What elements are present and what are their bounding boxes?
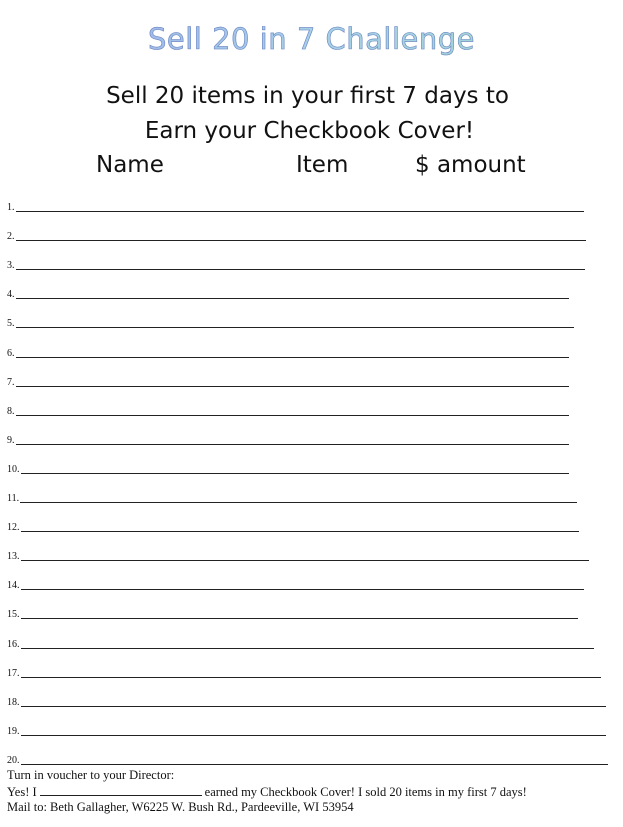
entry-line-number: 4. (7, 289, 15, 301)
entry-line-number: 6. (7, 347, 15, 359)
entry-line-rule[interactable] (16, 269, 586, 270)
entry-line[interactable] (7, 519, 579, 533)
entry-line-number: 9. (7, 434, 15, 446)
column-header-name: Name (96, 152, 164, 178)
entry-line[interactable] (7, 461, 569, 475)
entry-line-number: 13. (7, 551, 20, 563)
entry-line-rule[interactable] (16, 327, 575, 328)
entry-line[interactable] (7, 606, 578, 620)
subtitle-line-2: Earn your Checkbook Cover! (144, 118, 475, 144)
entry-line-number: 20. (7, 754, 20, 766)
entry-line-rule[interactable] (16, 211, 585, 212)
entry-line-rule[interactable] (16, 298, 570, 299)
confirmation-suffix: earned my Checkbook Cover! I sold 20 items in my first 7 days! (204, 785, 527, 799)
column-header-item: Item (296, 152, 349, 178)
entry-line-rule[interactable] (16, 357, 570, 358)
entry-line-number: 17. (7, 667, 20, 679)
entry-line[interactable] (7, 199, 584, 213)
entry-line-rule[interactable] (21, 560, 590, 561)
entry-line-rule[interactable] (16, 386, 570, 387)
entry-line-rule[interactable] (21, 677, 602, 678)
entry-line-number: 3. (7, 260, 15, 272)
entry-line-number: 5. (7, 318, 15, 330)
entry-line[interactable] (7, 403, 569, 417)
entry-line[interactable] (7, 548, 589, 562)
entry-line-number: 8. (7, 405, 15, 417)
entry-line[interactable] (7, 432, 569, 446)
footer-voucher-note: Turn in voucher to your Director: (7, 768, 175, 782)
entry-line-rule[interactable] (21, 473, 570, 474)
column-header-amount: $ amount (415, 152, 526, 178)
entry-line-rule[interactable] (21, 735, 607, 736)
entry-line[interactable] (7, 315, 574, 329)
footer-confirmation (7, 784, 527, 800)
confirmation-prefix: Yes! I (7, 785, 37, 799)
entry-line[interactable] (7, 694, 606, 708)
entry-line-number: 16. (7, 638, 20, 650)
entry-line[interactable] (7, 752, 608, 766)
entry-line-rule[interactable] (21, 531, 580, 532)
page-title: Sell 20 in 7 Challenge (0, 22, 623, 56)
entry-line-number: 12. (7, 522, 20, 534)
entry-line[interactable] (7, 577, 584, 591)
entry-line-rule[interactable] (20, 502, 577, 503)
footer-mail-to: Mail to: Beth Gallagher, W6225 W. Bush Rd., Pardeeville, WI 53954 (7, 800, 354, 814)
entry-line-rule[interactable] (21, 648, 595, 649)
subtitle-line-1: Sell 20 items in your first 7 days to (106, 83, 509, 109)
entry-line-rule[interactable] (21, 589, 585, 590)
entry-line[interactable] (7, 636, 594, 650)
entry-line-number: 14. (7, 580, 20, 592)
entry-line-rule[interactable] (16, 240, 587, 241)
entry-line[interactable] (7, 228, 586, 242)
entry-line-rule[interactable] (21, 706, 607, 707)
entry-line[interactable] (7, 374, 569, 388)
entry-line-number: 2. (7, 231, 15, 243)
entry-line-number: 10. (7, 463, 20, 475)
entry-line-number: 15. (7, 609, 20, 621)
entry-line-rule[interactable] (21, 618, 579, 619)
entry-line-number: 18. (7, 696, 20, 708)
entry-line-number: 1. (7, 202, 15, 213)
entry-line[interactable] (7, 723, 606, 737)
entry-line-rule[interactable] (16, 444, 570, 445)
entry-line[interactable] (7, 490, 577, 504)
entry-line[interactable] (7, 257, 585, 271)
entry-line-number: 7. (7, 376, 15, 388)
entry-line-number: 19. (7, 725, 20, 737)
entry-line[interactable] (7, 665, 601, 679)
entry-line-number: 11. (7, 493, 20, 504)
entry-line[interactable] (7, 345, 569, 359)
entry-line-rule[interactable] (21, 764, 609, 765)
entry-line-rule[interactable] (16, 415, 570, 416)
name-blank[interactable] (40, 784, 202, 796)
entry-line[interactable] (7, 286, 569, 300)
